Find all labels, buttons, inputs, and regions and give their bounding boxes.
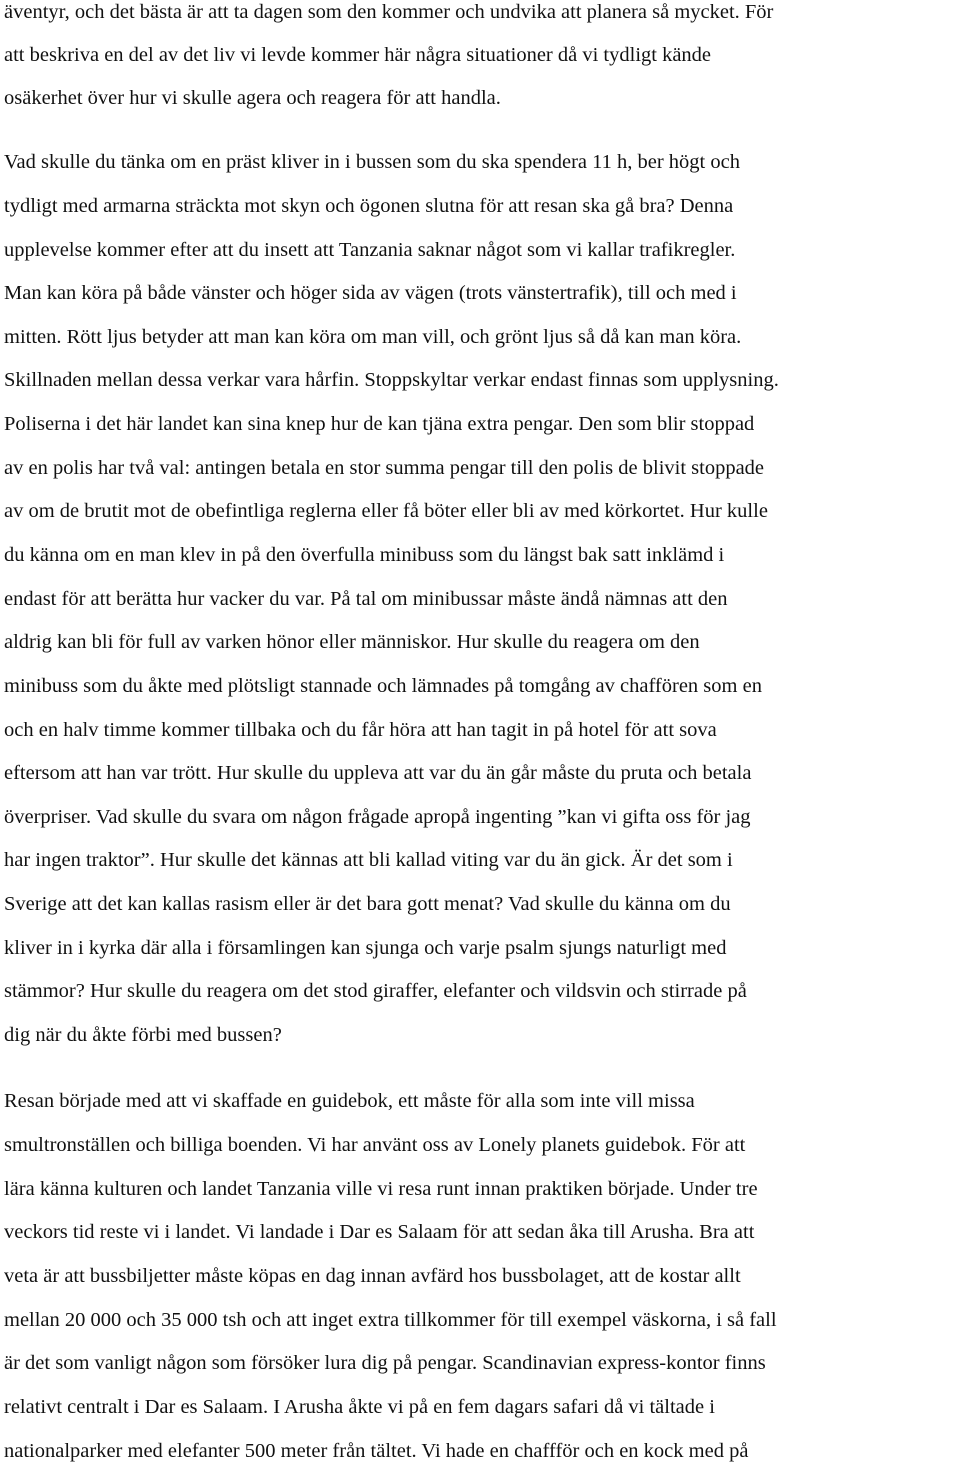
text-line: smultronställen och billiga boenden. Vi har använt oss av Lonely planets guidebok. För att [4,1134,746,1156]
text-line: relativt centralt i Dar es Salaam. I Arusha åkte vi på en fem dagars safari då vi tältade i [4,1396,715,1418]
text-line: dig när du åkte förbi med bussen? [4,1024,282,1046]
text-line: av en polis har två val: antingen betala en stor summa pengar till den polis de blivit stoppade [4,457,765,479]
text-line: Resan började med att vi skaffade en guidebok, ett måste för alla som inte vill missa [4,1090,695,1112]
text-line: och en halv timme kommer tillbaka och du får höra att han tagit in på hotel för att sova [4,719,717,741]
text-line: Man kan köra på både vänster och höger sida av vägen (trots vänstertrafik), till och med i [4,282,737,304]
text-line: veckors tid reste vi i landet. Vi landade i Dar es Salaam för att sedan åka till Arusha. Bra att [4,1221,755,1243]
text-line: äventyr, och det bästa är att ta dagen som den kommer och undvika att planera så mycket. För [4,1,774,23]
text-line: Skillnaden mellan dessa verkar vara hårfin. Stoppskyltar verkar endast finnas som upplysning. [4,369,779,391]
text-line: upplevelse kommer efter att du insett att Tanzania saknar något som vi kallar trafikregler. [4,239,736,261]
text-line: Vad skulle du tänka om en präst kliver in i bussen som du ska spendera 11 h, ber högt och [4,151,740,173]
text-line: du känna om en man klev in på den överfulla minibuss som du längst bak satt inklämd i [4,544,725,566]
text-line: osäkerhet över hur vi skulle agera och reagera för att handla. [4,87,501,109]
text-line: överpriser. Vad skulle du svara om någon frågade apropå ingenting ”kan vi gifta oss för jag [4,806,751,828]
text-line: är det som vanligt någon som försöker lura dig på pengar. Scandinavian express-kontor finns [4,1352,766,1374]
text-line: minibuss som du åkte med plötsligt stannade och lämnades på tomgång av chaffören som en [4,675,762,697]
text-line: eftersom att han var trött. Hur skulle du uppleva att var du än går måste du pruta och betala [4,762,752,784]
text-line: veta är att bussbiljetter måste köpas en dag innan avfärd hos bussbolaget, att de kostar allt [4,1265,741,1287]
text-line: aldrig kan bli för full av varken hönor eller människor. Hur skulle du reagera om den [4,631,700,653]
text-line: Sverige att det kan kallas rasism eller är det bara gott menat? Vad skulle du känna om du [4,893,731,915]
text-line: nationalparker med elefanter 500 meter från tältet. Vi hade en chaffför och en kock med på [4,1440,749,1462]
text-line: endast för att berätta hur vacker du var. På tal om minibussar måste ändå nämnas att den [4,588,728,610]
text-line: mellan 20 000 och 35 000 tsh och att inget extra tillkommer för till exempel väskorna, i så fall [4,1309,777,1331]
text-line: att beskriva en del av det liv vi levde kommer här några situationer då vi tydligt kände [4,44,712,66]
text-line: av om de brutit mot de obefintliga reglerna eller få böter eller bli av med körkortet. Hur kulle [4,500,768,522]
text-line: kliver in i kyrka där alla i församlingen kan sjunga och varje psalm sjungs naturligt med [4,937,727,959]
text-line: Poliserna i det här landet kan sina knep hur de kan tjäna extra pengar. Den som blir stoppad [4,413,755,435]
text-line: stämmor? Hur skulle du reagera om det stod giraffer, elefanter och vildsvin och stirrade på [4,980,747,1002]
text-line: tydligt med armarna sträckta mot skyn och ögonen slutna för att resan ska gå bra? Denna [4,195,734,217]
text-line: har ingen traktor”. Hur skulle det kännas att bli kallad viting var du än gick. Är det som i [4,849,733,871]
text-line: lära känna kulturen och landet Tanzania ville vi resa runt innan praktiken började. Under tre [4,1178,758,1200]
text-line: mitten. Rött ljus betyder att man kan köra om man vill, och grönt ljus så då kan man köra. [4,326,742,348]
